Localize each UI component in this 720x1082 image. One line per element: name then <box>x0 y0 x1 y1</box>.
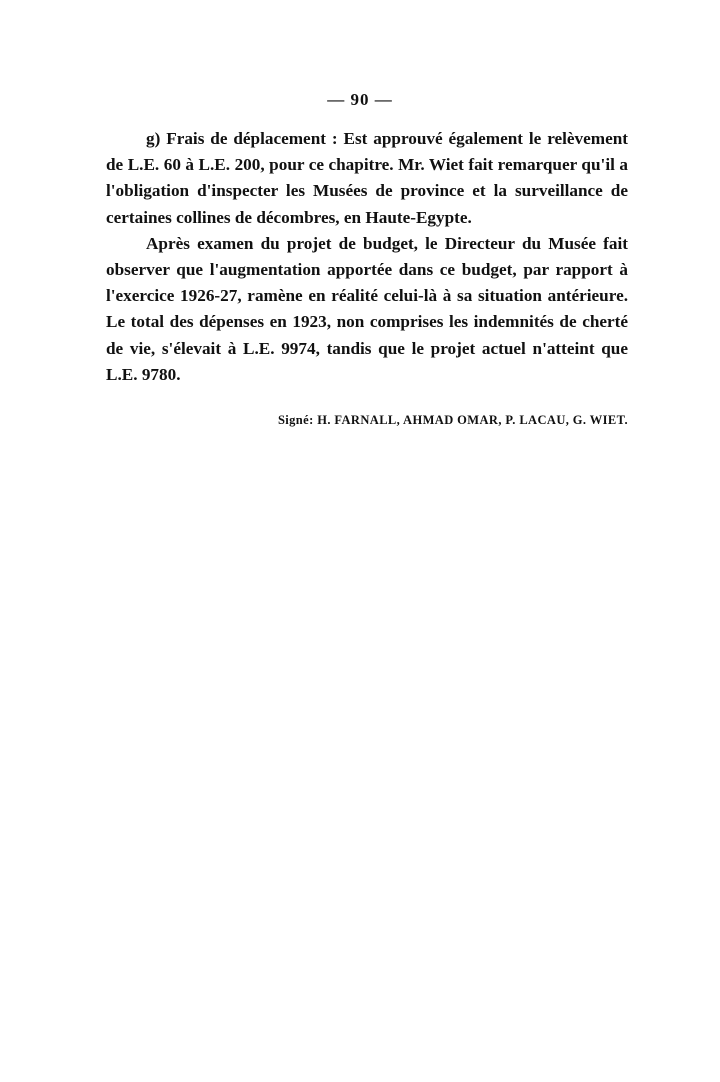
body-text <box>106 126 628 388</box>
paragraph-examen-budget: Après examen du projet de budget, le Directeur du Musée fait observer que l'augmentation apportée dans ce budget, par rapport à l'exercice 1926-27, ramène en réalité celui-là à sa situation antérieure. Le total des dépenses en 1923, non comprises les indemnités de cherté de vie, s'élevait à L.E. 9974, tandis que le projet actuel n'atteint que L.E. 9780. <box>106 233 628 384</box>
paragraph-frais-de-deplacement: g) Frais de déplacement : Est approuvé également le relèvement de L.E. 60 à L.E. 200, pour ce chapitre. Mr. Wiet fait remarquer qu'il a l'obligation d'inspecter les Musées de province et la surveillance de certaines collines de décombres, en Haute-Egypte. <box>106 129 628 227</box>
signature-line: Signé: H. FARNALL, AHMAD OMAR, P. LACAU, G. WIET. <box>277 413 628 427</box>
page-number: — 90 — <box>327 90 393 109</box>
